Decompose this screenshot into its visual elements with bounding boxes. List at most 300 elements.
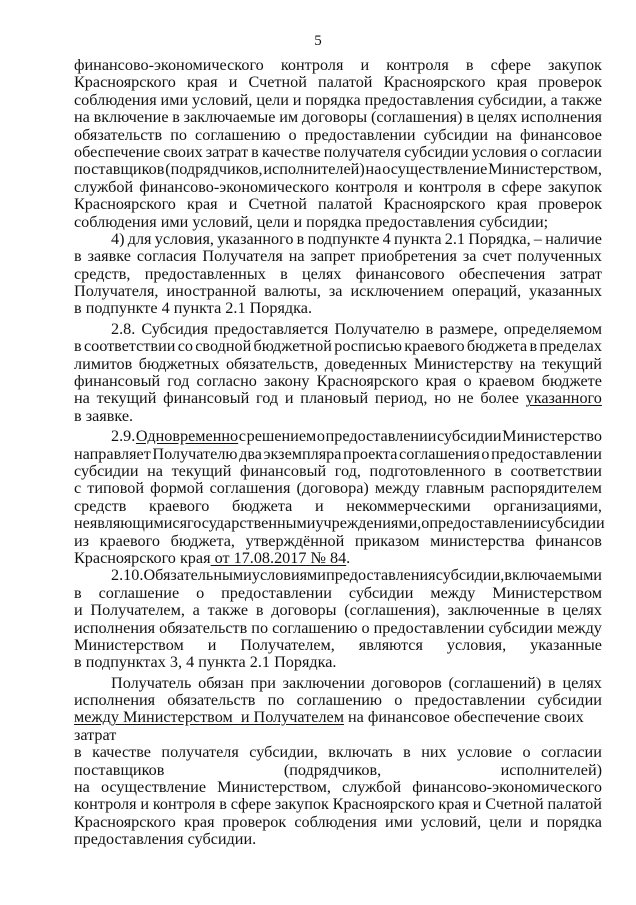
text-line	[74, 637, 602, 654]
text-line	[74, 321, 602, 338]
text-span: и	[529, 812, 539, 831]
text-line	[74, 533, 602, 550]
text-span: Красноярского края	[74, 548, 211, 567]
text-span: заключении	[282, 673, 365, 692]
text-span: сфере	[230, 795, 272, 814]
text-line	[74, 179, 602, 196]
text-span: цели	[256, 90, 289, 109]
text-span: между	[374, 479, 420, 498]
text-span: края	[496, 195, 528, 214]
text-span: и	[314, 496, 324, 515]
text-span: пределах	[539, 337, 602, 356]
text-span: проверок	[538, 73, 602, 92]
text-span: субсидии	[404, 142, 469, 161]
text-span: о	[421, 514, 430, 533]
text-span: края	[183, 812, 215, 831]
text-line	[74, 144, 602, 161]
text-span: условия,	[446, 635, 507, 654]
text-line	[74, 727, 602, 744]
text-span: с	[74, 479, 82, 498]
text-span: предоставлении	[325, 427, 437, 446]
text-span: соглашения	[399, 444, 480, 463]
text-line	[74, 463, 602, 480]
text-span: субсидии	[540, 514, 605, 533]
text-span: 2.10.	[111, 566, 144, 585]
text-span: службой	[74, 177, 134, 196]
text-span: обязательств	[74, 125, 163, 144]
text-span: государственными	[187, 514, 316, 533]
text-span: министерства	[430, 531, 525, 550]
text-span: предоставлении	[221, 583, 332, 602]
text-line	[74, 373, 602, 390]
text-span: в заявке.	[74, 406, 134, 425]
text-span: Красноярского	[74, 73, 176, 92]
text-span: организациями,	[493, 496, 602, 515]
text-span: и	[284, 389, 294, 408]
text-span: подпункте	[307, 229, 380, 248]
text-span: указанного	[217, 229, 294, 248]
text-span: по	[267, 691, 285, 710]
text-span: со	[177, 337, 193, 356]
text-span: порядка	[305, 90, 361, 109]
text-span: сфере	[501, 177, 542, 196]
text-span: не	[74, 514, 90, 533]
text-span: на	[74, 108, 90, 127]
text-line	[74, 654, 602, 671]
text-line	[74, 446, 602, 463]
text-line	[74, 196, 602, 213]
text-span: формой	[150, 479, 204, 498]
text-span: края	[425, 372, 457, 391]
text-span: счет	[482, 247, 512, 266]
text-span: Министерству	[413, 354, 514, 373]
text-line	[74, 567, 602, 584]
text-span: но	[434, 389, 451, 408]
text-span: затрат	[559, 264, 602, 283]
text-span: соблюдения	[294, 812, 377, 831]
text-line	[74, 796, 602, 813]
text-span: соглашению	[195, 125, 281, 144]
text-span: от 17.08.2017 № 84	[210, 548, 347, 567]
text-span: Субсидия	[141, 319, 209, 338]
text-span: субсидии,	[435, 566, 505, 585]
text-span: в	[529, 337, 538, 356]
text-span: палатой	[547, 795, 602, 814]
text-span: субсидии	[74, 461, 139, 480]
text-span: финансово-экономического	[139, 177, 330, 196]
text-span: краевом	[478, 372, 535, 391]
text-span: согласно	[196, 372, 257, 391]
text-span: закону	[264, 372, 310, 391]
text-span: с	[238, 427, 246, 446]
text-span: Порядка,	[468, 229, 531, 248]
text-line	[74, 109, 602, 126]
text-span: краевого	[149, 496, 210, 515]
text-span: бюджета,	[170, 531, 235, 550]
text-span: соглашения	[209, 479, 291, 498]
text-line	[74, 831, 602, 848]
text-span: и	[360, 56, 370, 74]
text-span: в	[547, 601, 555, 620]
text-line	[74, 814, 602, 831]
text-span: пункта	[393, 229, 442, 248]
text-span: заключаемые	[183, 108, 276, 127]
text-line	[74, 300, 602, 317]
text-span: 2.9.	[111, 427, 136, 446]
text-span: также	[561, 90, 602, 109]
text-span: (подрядчиков,	[165, 160, 263, 179]
text-span: не	[457, 389, 474, 408]
text-span: главным	[425, 479, 485, 498]
text-span: согласии	[541, 743, 602, 762]
text-span: Обязательными	[143, 566, 252, 585]
text-span: Счетной	[248, 73, 307, 92]
text-span: контроля	[152, 795, 216, 814]
text-span: в	[251, 142, 259, 161]
text-span: осуществление	[100, 778, 207, 797]
text-span: Министерством	[492, 583, 602, 602]
text-span: бюджета	[231, 496, 293, 515]
text-span: субсидии	[348, 583, 414, 602]
text-span: субсидии	[537, 691, 602, 710]
text-span: проверок	[222, 812, 287, 831]
text-span: края	[187, 195, 218, 214]
text-span: закупок	[274, 795, 329, 814]
text-span: согласия	[136, 247, 197, 266]
text-span: службой	[342, 778, 402, 797]
text-span: при	[250, 673, 276, 692]
text-span: наличие	[545, 229, 602, 248]
text-span: предоставлении	[373, 618, 485, 637]
text-span: период,	[374, 389, 428, 408]
text-span: условия	[471, 142, 527, 161]
text-span: им	[279, 108, 299, 127]
text-span: предоставленных	[144, 264, 266, 283]
text-span: края	[187, 73, 218, 92]
text-span: предоставлении	[429, 514, 541, 533]
text-span: палатой	[318, 195, 373, 214]
text-span: соглашению	[272, 618, 358, 637]
text-span: Красноярского	[74, 195, 176, 214]
text-span: исполнения	[74, 691, 156, 710]
text-span: Получателю	[334, 319, 420, 338]
text-span: запрет	[310, 247, 355, 266]
text-span: год	[167, 372, 190, 391]
text-span: контроля	[335, 177, 398, 196]
text-span: Красноярского	[383, 73, 486, 92]
text-span: и	[74, 601, 83, 620]
text-span: и	[404, 177, 413, 196]
text-span: Красноярского	[74, 812, 176, 831]
text-span: затрат	[74, 725, 117, 744]
text-span: текущий	[542, 354, 602, 373]
text-span: лимитов	[74, 354, 133, 373]
text-span: между	[430, 583, 476, 602]
text-span: о	[316, 427, 325, 446]
text-span: о	[288, 125, 297, 144]
text-span: субсидии,	[478, 90, 547, 109]
text-line	[74, 408, 602, 425]
text-span: (соглашения),	[344, 601, 440, 620]
text-span: осуществление	[382, 160, 488, 179]
text-span: на	[74, 389, 90, 408]
text-span: целях	[477, 108, 518, 127]
text-span: заключенные	[447, 601, 540, 620]
text-line	[74, 779, 602, 796]
text-span: в	[74, 247, 82, 266]
text-line	[74, 266, 602, 283]
text-span: на	[365, 160, 382, 179]
text-span: целях	[301, 264, 342, 283]
text-span: о	[529, 142, 538, 161]
text-span: своих	[163, 142, 203, 161]
text-span: обязательств,	[225, 354, 319, 373]
text-span: и	[207, 635, 217, 654]
text-span: затрат	[205, 142, 249, 161]
text-span: предоставления	[326, 566, 436, 585]
text-span: на	[519, 354, 536, 373]
text-span: Счетной	[485, 795, 544, 814]
text-span: финансовый	[240, 461, 327, 480]
text-span: иностранной	[166, 282, 257, 301]
text-span: предоставления субсидии.	[74, 830, 257, 849]
text-span: Одновременно	[135, 427, 239, 446]
text-span: .	[346, 548, 351, 567]
text-span: плановый	[300, 389, 369, 408]
text-span: в	[74, 337, 82, 356]
text-span: предоставлении	[304, 125, 416, 144]
text-span: о	[361, 618, 370, 637]
text-span: (договора)	[296, 479, 369, 498]
text-line	[74, 762, 602, 779]
text-span: 2.1	[444, 229, 465, 248]
text-span: и	[472, 795, 482, 814]
text-line	[74, 338, 602, 355]
text-span: между Министерством и Получателем	[74, 708, 344, 727]
text-span: целях	[562, 601, 602, 620]
text-span: условий,	[420, 812, 482, 831]
text-span: подготовленного	[369, 461, 486, 480]
text-span: договоры	[301, 108, 368, 127]
text-line	[74, 428, 602, 445]
text-span: предоставлении	[491, 444, 602, 463]
text-span: включать	[328, 743, 393, 762]
text-span: них	[421, 743, 447, 762]
text-span: договоры	[271, 601, 337, 620]
text-span: обязательств	[159, 618, 248, 637]
text-span: в	[487, 177, 496, 196]
text-span: Получателем,	[240, 635, 335, 654]
text-span: контроля	[74, 795, 137, 814]
text-span: исполнения	[520, 108, 602, 127]
text-span: в	[548, 673, 556, 692]
text-span: качестве	[261, 142, 321, 161]
text-span: год	[256, 389, 279, 408]
text-span: бюджетной	[253, 337, 332, 356]
text-span: 4)	[111, 229, 125, 248]
text-line	[74, 248, 602, 265]
text-span: бюджетных	[138, 354, 220, 373]
text-line	[74, 74, 602, 91]
text-span: финансовое	[520, 125, 602, 144]
text-span: определяемом	[503, 319, 602, 338]
text-span: распорядителем	[490, 479, 602, 498]
text-span: по	[251, 618, 269, 637]
text-span: поставщиков	[74, 760, 165, 779]
text-span: указанного	[525, 389, 602, 408]
text-span: соглашению	[296, 691, 383, 710]
text-span: –	[533, 229, 542, 248]
text-span: операций,	[451, 282, 522, 301]
text-span: Получателю	[152, 444, 238, 463]
text-span: включаемыми	[504, 566, 602, 585]
text-span: обеспечение	[74, 142, 161, 161]
text-line	[74, 283, 602, 300]
text-line	[74, 709, 602, 726]
text-span: Получателя,	[74, 282, 159, 301]
text-line	[74, 498, 602, 515]
text-span: проекта	[343, 444, 398, 463]
text-span: заявке	[87, 247, 131, 266]
text-span: исполнителей)	[500, 760, 602, 779]
text-span: соответствии	[83, 337, 176, 356]
text-span: соответствии	[510, 461, 602, 480]
text-span: в	[74, 583, 82, 602]
text-span: для	[127, 229, 152, 248]
text-span: (соглашений)	[448, 673, 542, 692]
text-span: субсидии	[437, 427, 502, 446]
text-span: средств	[74, 496, 127, 515]
text-span: согласии	[541, 142, 602, 161]
text-span: в	[280, 264, 288, 283]
text-span: контроля	[280, 56, 344, 74]
text-span: два	[239, 444, 262, 463]
text-line	[74, 692, 602, 709]
text-span: ими	[385, 812, 413, 831]
text-line	[74, 127, 602, 144]
text-span: приобретения	[360, 247, 457, 266]
text-line	[74, 550, 602, 567]
text-span: за	[462, 247, 477, 266]
text-span: по	[170, 125, 187, 144]
text-span: условиями	[251, 566, 326, 585]
text-span: о	[196, 583, 205, 602]
text-span: а	[550, 90, 558, 109]
text-span: в	[465, 56, 474, 74]
text-span: в подпункте 4 пункта 2.1 Порядка.	[74, 299, 312, 318]
text-span: закупок	[548, 177, 602, 196]
text-span: указанных	[529, 282, 602, 301]
text-line	[74, 514, 605, 533]
text-span: в	[255, 601, 264, 620]
text-span: Министерством,	[217, 778, 331, 797]
text-span: на	[74, 778, 90, 797]
text-span: цели	[489, 812, 522, 831]
text-line	[74, 480, 602, 497]
text-span: средств,	[74, 264, 131, 283]
text-span: закупок	[547, 56, 602, 74]
page-number: 5	[314, 33, 322, 49]
text-span: и	[140, 795, 150, 814]
text-span: направляет	[74, 444, 151, 463]
text-span: и	[228, 73, 238, 92]
text-span: финансовый	[163, 389, 250, 408]
text-span: Министерство	[502, 427, 602, 446]
text-span: финансово-экономического	[74, 56, 264, 74]
text-span: бюджете	[541, 372, 602, 391]
text-span: Получателем,	[90, 601, 185, 620]
text-span: Красноярского	[332, 795, 435, 814]
text-span: Министерством,	[488, 160, 602, 179]
text-span: бюджета	[466, 337, 528, 356]
text-span: обеспечения	[458, 264, 546, 283]
text-span: края	[496, 73, 528, 92]
text-span: на	[496, 125, 512, 144]
text-span: о	[463, 372, 472, 391]
text-span: субсидии	[423, 125, 489, 144]
text-span: о	[522, 743, 531, 762]
text-span: в	[172, 108, 180, 127]
text-span: приказом	[354, 531, 420, 550]
text-line	[74, 390, 602, 407]
text-span: финансового	[355, 264, 445, 283]
text-span: Красноярского	[316, 372, 419, 391]
text-span: утверждённой	[245, 531, 345, 550]
text-span: получателя	[161, 743, 239, 762]
text-line	[74, 675, 602, 692]
text-span: более	[480, 389, 519, 408]
text-span: целях	[562, 673, 602, 692]
text-line	[74, 57, 602, 74]
text-span: краевого	[99, 531, 160, 550]
text-span: 4	[382, 229, 391, 248]
text-span: предоставляется	[214, 319, 329, 338]
text-span: на	[288, 247, 305, 266]
text-span: Красноярского	[383, 195, 486, 214]
text-span: доведенных	[324, 354, 408, 373]
text-span: соблюдения ими условий, цели и порядка предоставления субсидии;	[74, 212, 549, 231]
text-span: в	[219, 795, 227, 814]
text-span: являющимися	[89, 514, 188, 533]
text-span: контроля	[418, 177, 482, 196]
text-line	[74, 214, 602, 231]
text-span: края	[438, 795, 469, 814]
text-span: проверок	[538, 195, 602, 214]
text-span: условия,	[154, 229, 214, 248]
text-span: ими	[160, 90, 189, 109]
text-span: и	[228, 195, 238, 214]
text-span: в подпунктах 3, 4 пункта 2.1 Порядка.	[74, 653, 337, 672]
text-span: в	[403, 743, 411, 762]
text-line	[74, 620, 602, 637]
text-span: субсидии,	[249, 743, 318, 762]
text-span: поставщиков	[74, 160, 165, 179]
text-span: год,	[334, 461, 361, 480]
text-span: в	[466, 108, 474, 127]
text-span: исполнителей)	[263, 160, 365, 179]
text-span: валюты,	[264, 282, 321, 301]
text-span: порядка	[546, 812, 602, 831]
text-span: 2.8.	[111, 319, 136, 338]
text-span: из	[74, 531, 90, 550]
text-span: условие	[457, 743, 513, 762]
text-span: сфере	[490, 56, 531, 74]
text-span: росписью	[334, 337, 402, 356]
text-span: некоммерческими	[346, 496, 471, 515]
text-span: исполнения	[74, 618, 156, 637]
text-span: получателя	[323, 142, 402, 161]
text-span: палатой	[318, 73, 373, 92]
